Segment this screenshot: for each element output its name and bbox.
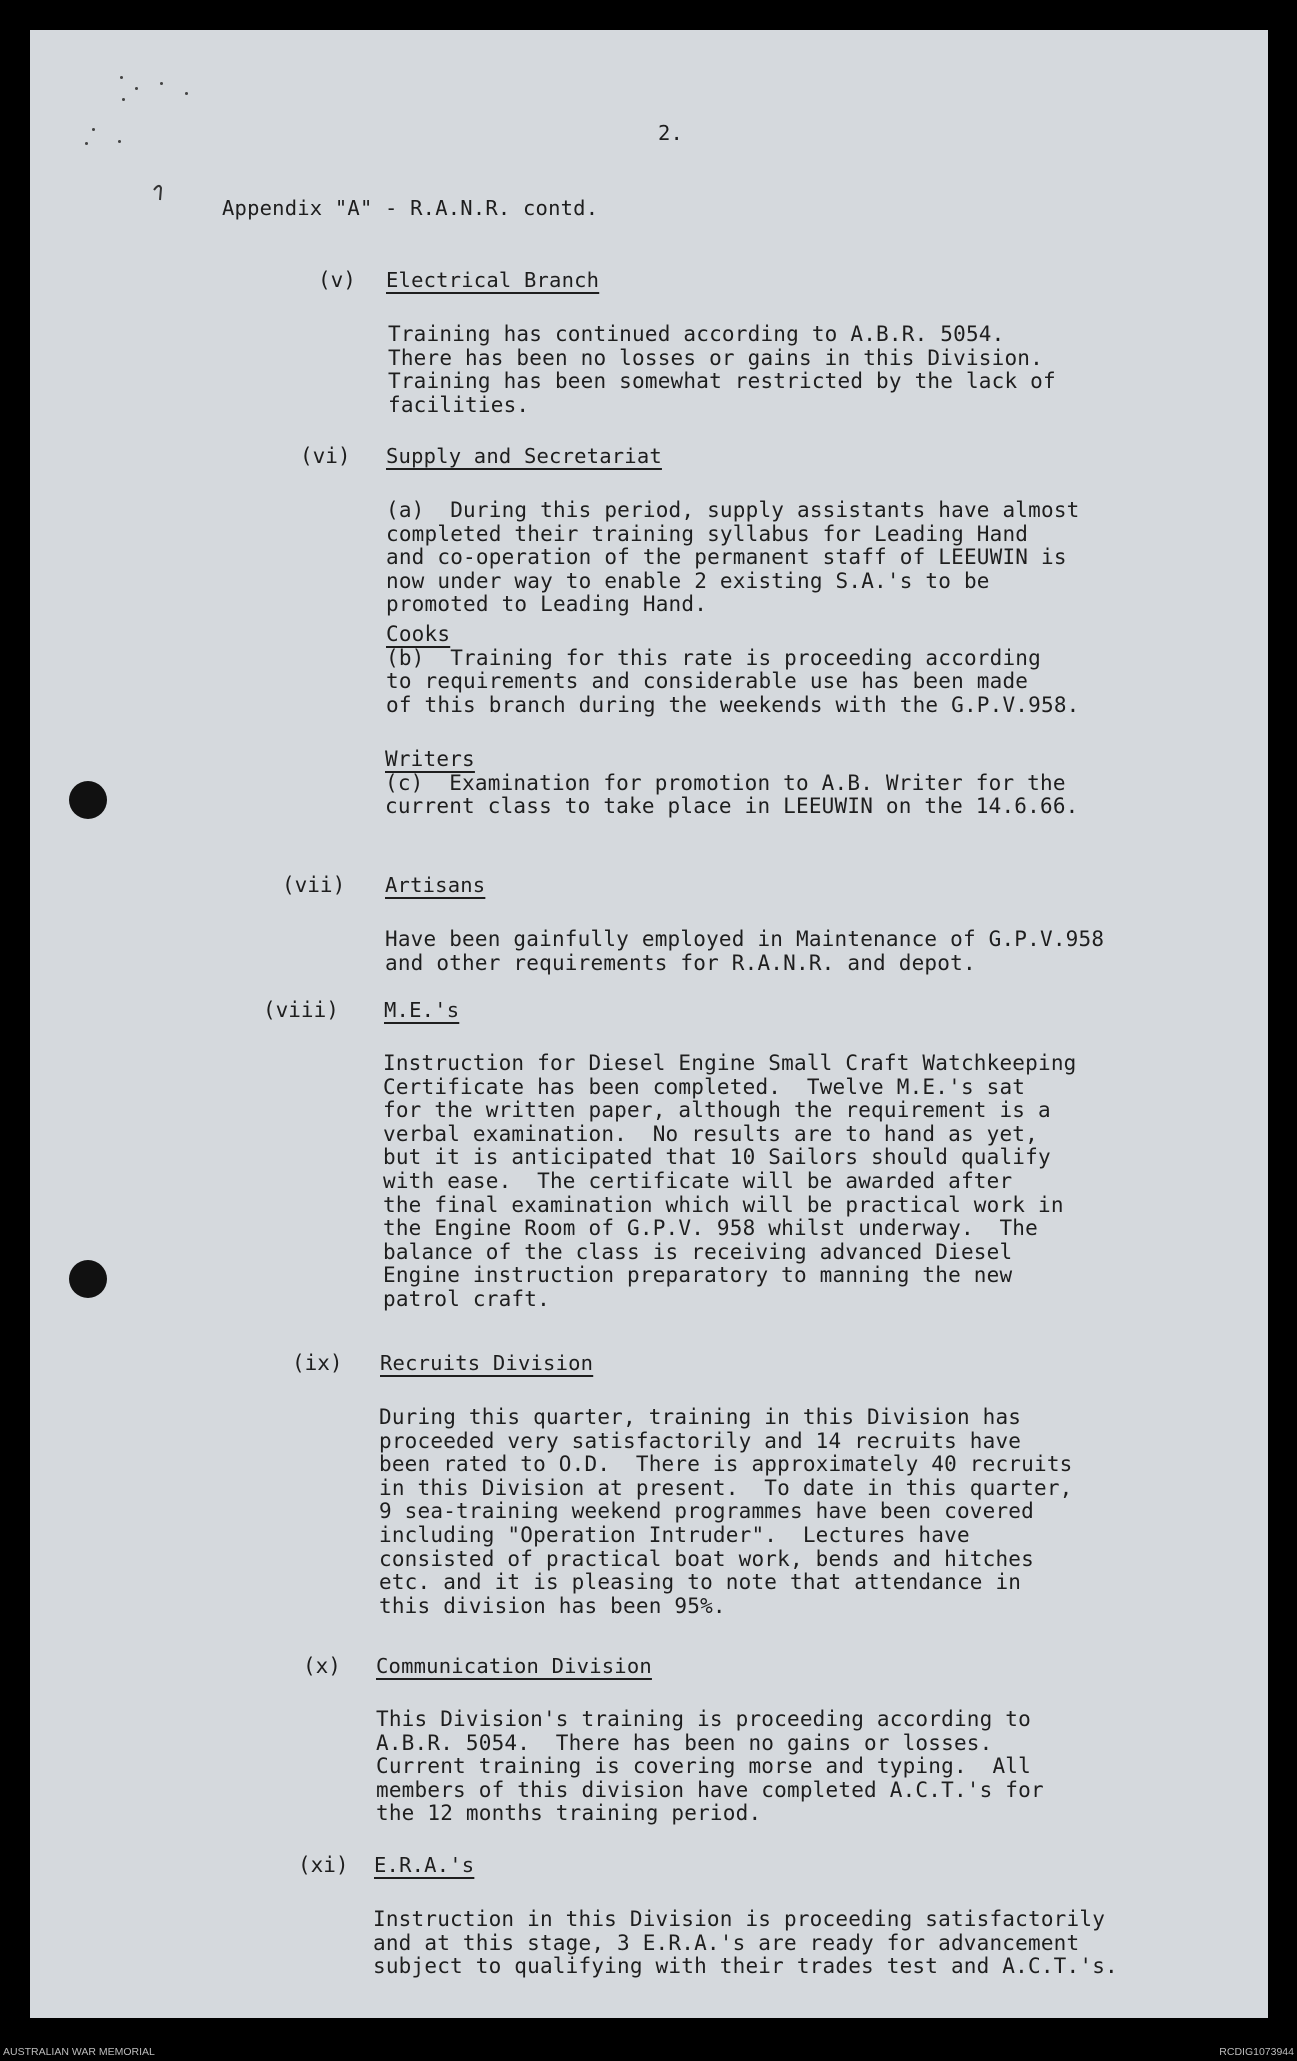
text-line: Instruction in this Division is proceeding satisfactorily — [373, 1907, 1106, 1931]
text-line: Current training is covering morse and typing. All — [376, 1754, 1031, 1779]
page-number: 2. — [658, 121, 684, 145]
paper-speck — [160, 82, 163, 85]
section-title: Artisans — [385, 873, 486, 897]
paper-speck — [185, 92, 188, 95]
text-line: (a) During this period, supply assistants have almost — [386, 498, 1080, 522]
text-line: been rated to O.D. There is approximately 40 recruits — [379, 1452, 1073, 1477]
section-title: Communication Division — [376, 1654, 652, 1678]
text-line: the Engine Room of G.P.V. 958 whilst underway. The — [383, 1216, 1038, 1241]
text-line: to requirements and considerable use has been made — [386, 669, 1029, 694]
text-line: Training has been somewhat restricted by the lack of — [388, 369, 1056, 394]
text-line: now under way to enable 2 existing S.A.'s to be — [386, 568, 990, 593]
section-paragraph — [385, 748, 1079, 819]
text-line: the final examination which will be practical work in — [383, 1192, 1064, 1217]
paper-speck — [120, 76, 123, 79]
handwritten-mark — [150, 180, 170, 204]
subsection-title: Cooks — [386, 622, 451, 646]
punch-hole — [69, 781, 107, 819]
text-line: in this Division at present. To date in this quarter, — [379, 1475, 1073, 1500]
text-line: with ease. The certificate will be awarded after — [383, 1168, 1013, 1193]
section-number: (ix) — [292, 1351, 343, 1375]
text-line: 9 sea-training weekend programmes have been covered — [379, 1499, 1034, 1524]
section-paragraph — [388, 323, 1056, 417]
section-title: Recruits Division — [380, 1351, 594, 1375]
section-title: Supply and Secretariat — [386, 444, 662, 468]
section-number: (vii) — [282, 873, 346, 897]
text-line: subject to qualifying with their trades test and A.C.T.'s. — [373, 1954, 1118, 1979]
section-paragraph — [386, 623, 1080, 717]
text-line: Have been gainfully employed in Maintenance of G.P.V.958 — [385, 927, 1105, 951]
text-line: members of this division have completed A.C.T.'s for — [376, 1777, 1044, 1802]
text-line: the 12 months training period. — [376, 1801, 762, 1826]
text-line: including "Operation Intruder". Lectures have — [379, 1522, 970, 1547]
section-number: (vi) — [300, 444, 351, 468]
section-paragraph — [385, 928, 1104, 975]
punch-hole — [69, 1260, 107, 1298]
section-paragraph — [376, 1708, 1044, 1826]
footer-source: AUSTRALIAN WAR MEMORIAL — [3, 2046, 155, 2058]
page-header: Appendix "A" - R.A.N.R. contd. — [222, 196, 599, 220]
subsection-title: Writers — [385, 747, 475, 771]
text-line: (c) Examination for promotion to A.B. Writer for the — [385, 770, 1066, 795]
text-line: proceeded very satisfactorily and 14 recruits have — [379, 1428, 1022, 1453]
text-line: and co-operation of the permanent staff of LEEUWIN is — [386, 545, 1067, 570]
paper-speck — [135, 87, 138, 90]
text-line: Engine instruction preparatory to manning the new — [383, 1263, 1013, 1288]
section-title: M.E.'s — [384, 998, 460, 1022]
text-line: etc. and it is pleasing to note that attendance in — [379, 1570, 1022, 1595]
text-line: A.B.R. 5054. There has been no gains or losses. — [376, 1730, 993, 1755]
section-number: (viii) — [263, 998, 339, 1022]
text-line: Certificate has been completed. Twelve M.E.'s sat — [383, 1074, 1026, 1099]
text-line: facilities. — [388, 392, 530, 417]
text-line: this division has been 95%. — [379, 1593, 726, 1618]
text-line: Instruction for Diesel Engine Small Craft Watchkeeping — [383, 1051, 1077, 1075]
section-paragraph — [383, 1052, 1077, 1312]
text-line: verbal examination. No results are to hand as yet, — [383, 1121, 1038, 1146]
paper-speck — [92, 128, 95, 131]
text-line: but it is anticipated that 10 Sailors should qualify — [383, 1145, 1051, 1170]
paper-speck — [122, 98, 125, 101]
paper-speck — [118, 140, 121, 143]
section-paragraph — [386, 499, 1080, 617]
text-line: patrol craft. — [383, 1286, 550, 1311]
text-line: During this quarter, training in this Division has — [379, 1405, 1022, 1429]
text-line: (b) Training for this rate is proceeding according — [386, 645, 1041, 670]
text-line: promoted to Leading Hand. — [386, 592, 708, 617]
text-line: completed their training syllabus for Leading Hand — [386, 521, 1029, 546]
text-line: consisted of practical boat work, bends and hitches — [379, 1546, 1034, 1571]
section-number: (xi) — [298, 1853, 349, 1877]
section-title: Electrical Branch — [386, 268, 600, 292]
text-line: current class to take place in LEEUWIN on the 14.6.66. — [385, 794, 1079, 819]
paper-speck — [85, 142, 88, 145]
footer-id: RCDIG1073944 — [1219, 2046, 1294, 2058]
text-line: Training has continued according to A.B.R. 5054. — [388, 322, 1005, 346]
text-line: and at this stage, 3 E.R.A.'s are ready for advancement — [373, 1930, 1080, 1955]
text-line: of this branch during the weekends with the G.P.V.958. — [386, 692, 1080, 717]
text-line: balance of the class is receiving advanced Diesel — [383, 1239, 1013, 1264]
text-line: for the written paper, although the requirement is a — [383, 1098, 1051, 1123]
section-paragraph — [379, 1406, 1073, 1618]
section-number: (v) — [318, 268, 356, 292]
section-number: (x) — [303, 1654, 341, 1678]
text-line: This Division's training is proceeding according to — [376, 1707, 1031, 1731]
section-title: E.R.A.'s — [374, 1853, 475, 1877]
text-line: and other requirements for R.A.N.R. and depot. — [385, 950, 976, 975]
text-line: There has been no losses or gains in this Division. — [388, 345, 1043, 370]
section-paragraph — [373, 1908, 1118, 1979]
